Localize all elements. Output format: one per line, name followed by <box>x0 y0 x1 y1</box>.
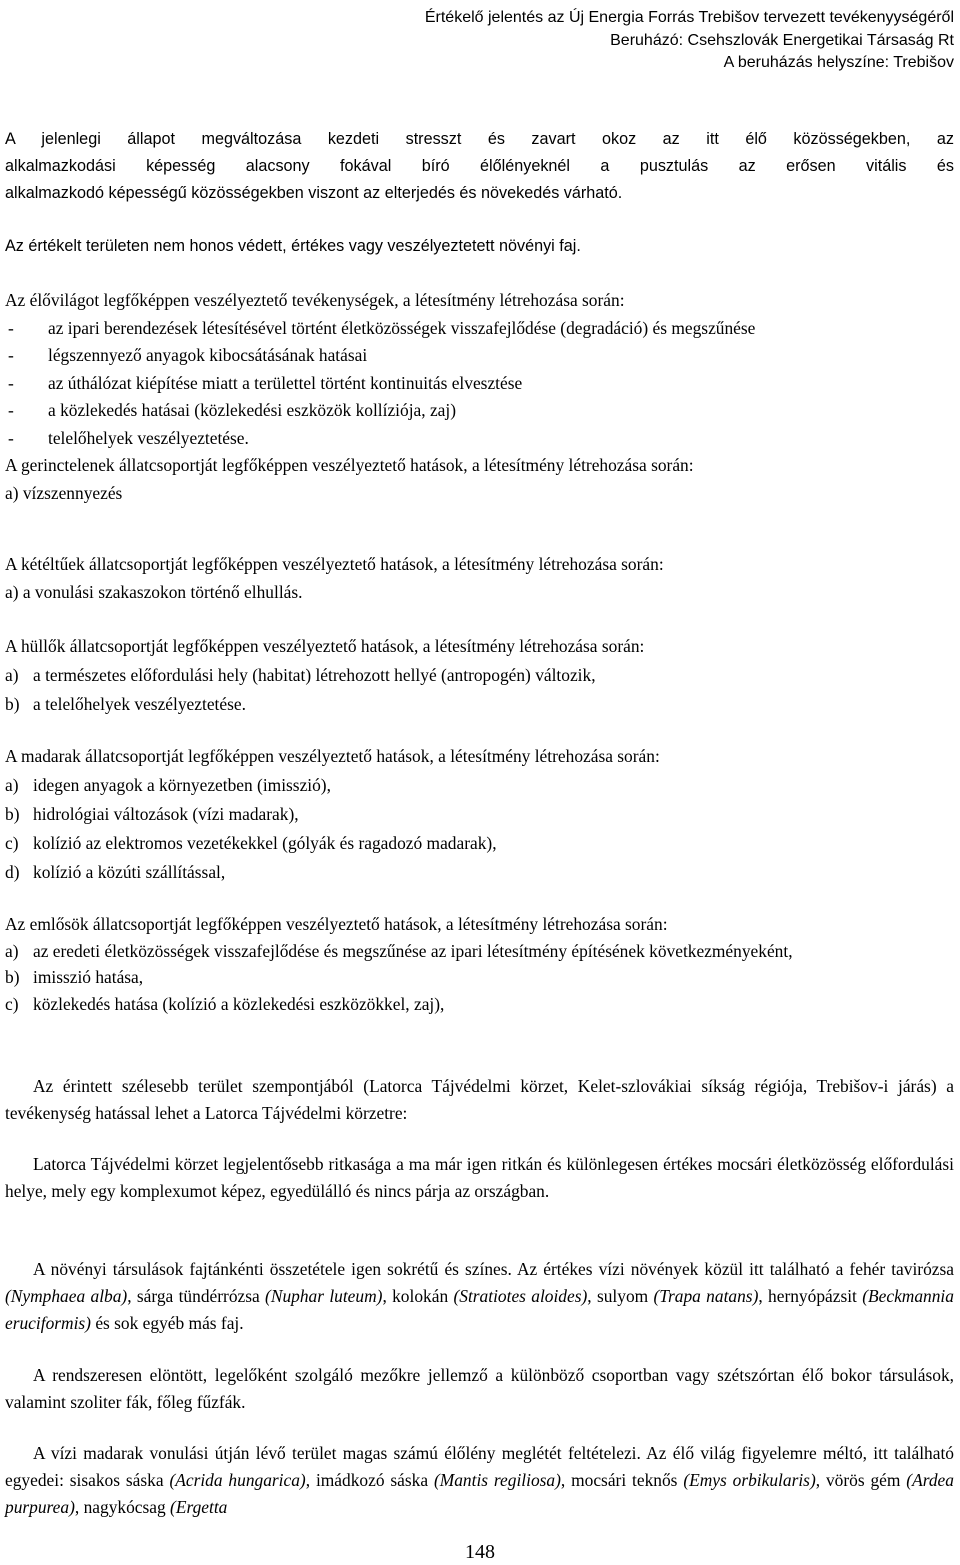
latin-name: (Mantis regiliosa) <box>433 1470 561 1490</box>
header-report-title: Értékelő jelentés az Új Energia Forrás Trebišov tervezett tevékenyységéről <box>424 9 954 26</box>
mammals-item <box>5 964 954 991</box>
list-label: a) <box>5 665 19 685</box>
invertebrates-item-a: a) vízszennyezés <box>5 482 123 503</box>
birds-item-text: idegen anyagok a környezetben (imisszió), <box>33 775 331 795</box>
mammals-item <box>5 991 954 1018</box>
birds-item-text: kolízió az elektromos vezetékekkel (gólyák és ragadozó madarak), <box>33 833 497 853</box>
text-run: , sárga tündérrózsa <box>127 1286 266 1306</box>
birds-item <box>5 858 954 887</box>
list-label: c) <box>5 993 19 1014</box>
birds-item-text: hidrológiai változások (vízi madarak), <box>33 804 299 824</box>
mammals-item-text: közlekedés hatása (kolízió a közlekedési eszközökkel, zaj), <box>33 993 445 1014</box>
list-dash: - <box>8 400 14 420</box>
text-line: A jelenlegi állapot megváltozása kezdeti stresszt és zavart okoz az itt élő közösségekben, az <box>5 130 954 148</box>
text-line: alkalmazkodó képességű közösségekben viszont az elterjedés és növekedés várható. <box>5 184 623 202</box>
birds-item <box>5 771 954 800</box>
amphibians-item-a: a) a vonulási szakaszokon történő elhullás. <box>5 581 303 602</box>
threat-item-text: az úthálózat kiépítése miatt a területtel történt kontinuitás elvesztése <box>48 372 523 393</box>
latin-name: (Stratiotes aloides) <box>453 1286 588 1306</box>
latin-name: (Beckmannia eruciformis) <box>5 1286 954 1333</box>
paragraph-plant-associations <box>5 1256 954 1337</box>
latin-name: (Emys orbikularis) <box>683 1470 816 1490</box>
list-label: c) <box>5 833 19 853</box>
mammals-intro: Az emlősök állatcsoportját legfőképpen veszélyeztető hatások, a létesítmény létrehozása során: <box>5 914 668 934</box>
latin-name: (Acrida hungarica) <box>169 1470 306 1490</box>
latin-name: (Nuphar luteum) <box>265 1286 383 1306</box>
birds-item-text: kolízió a közúti szállítással, <box>33 862 226 882</box>
latin-name: (Trapa natans) <box>653 1286 759 1306</box>
text-run: , kolokán <box>382 1286 454 1306</box>
list-label: b) <box>5 804 20 824</box>
paragraph-no-protected-plants: Az értékelt területen nem honos védett, értékes vagy veszélyeztetett növényi faj. <box>5 237 581 255</box>
reptiles-item <box>5 690 954 719</box>
threat-item-text: telelőhelyek veszélyeztetése. <box>48 427 249 448</box>
paragraph-meadows: A rendszeresen elöntött, legelőként szolgáló mezőkre jellemző a különböző csoportban vagy szétszórtan élő bokor társulások, valamint szoliter fák, főleg fűzfák. <box>5 1365 954 1412</box>
list-label: b) <box>5 967 20 987</box>
text-run: , hernyópázsit <box>758 1286 863 1306</box>
threat-item <box>5 370 954 398</box>
reptiles-item <box>5 661 954 690</box>
latin-name: (Ergetta <box>170 1497 228 1517</box>
list-label: d) <box>5 862 20 882</box>
running-header <box>425 7 954 75</box>
reptiles-intro: A hüllők állatcsoportját legfőképpen veszélyeztető hatások, a létesítmény létrehozása során: <box>5 636 645 656</box>
paragraph-state-change <box>5 126 954 207</box>
threat-item-text: légszennyező anyagok kibocsátásának hatásai <box>48 345 368 365</box>
text-run: , mocsári teknős <box>560 1470 684 1490</box>
text-run: , nagykócsag <box>74 1497 171 1517</box>
threats-intro: Az élővilágot legfőképpen veszélyeztető tevékenységek, a létesítmény létrehozása során: <box>5 290 625 310</box>
list-dash: - <box>8 345 14 365</box>
text-run: A vízi madarak vonulási útján lévő terület magas számú élőlény meglétét feltételezi. Az élő világ figyelemre méltó, itt található egyedei: sisakos sáska <box>5 1443 954 1490</box>
page-number: 148 <box>465 1541 495 1563</box>
threat-item-text: a közlekedés hatásai (közlekedési eszközök kollíziója, zaj) <box>48 400 457 420</box>
reptiles-item-text: a telelőhelyek veszélyeztetése. <box>33 694 246 714</box>
list-dash: - <box>8 317 14 338</box>
threat-item <box>5 397 954 425</box>
list-label: a) <box>5 940 19 961</box>
list-dash: - <box>8 427 14 448</box>
text-run: és sok egyéb más faj. <box>90 1313 244 1333</box>
text-run: , sulyom <box>587 1286 654 1306</box>
paragraph-bird-migration <box>5 1440 954 1521</box>
paragraph-wider-area: Az érintett szélesebb terület szempontjából (Latorca Tájvédelmi körzet, Kelet-szlovákiai síkság régiója, Trebišov-i járás) a tevékenység hatással lehet a Latorca Tájvédelmi körzetre: <box>5 1076 954 1123</box>
list-dash: - <box>8 372 14 393</box>
list-label: b) <box>5 694 20 714</box>
section-amphibians <box>5 551 954 606</box>
threat-item <box>5 425 954 453</box>
text-run: A növényi társulások fajtánkénti összetétele igen sokrétű és színes. Az értékes vízi növények közül itt található a fehér tavirózsa <box>33 1259 954 1279</box>
text-run: , vörös gém <box>815 1470 907 1490</box>
threat-item <box>5 315 954 343</box>
amphibians-intro: A kétéltűek állatcsoportját legfőképpen veszélyeztető hatások, a létesítmény létrehozása során: <box>5 554 664 574</box>
mammals-item-text: az eredeti életközösségek visszafejlődése és megszűnése az ipari létesítmény építésének következményeként, <box>33 940 793 961</box>
section-mammals <box>5 911 954 1017</box>
birds-intro: A madarak állatcsoportját legfőképpen veszélyeztető hatások, a létesítmény létrehozása során: <box>5 746 660 766</box>
text-run: , imádkozó sáska <box>305 1470 434 1490</box>
invertebrates-intro: A gerinctelenek állatcsoportját legfőképpen veszélyeztető hatások, a létesítmény létrehozása során: <box>5 455 694 475</box>
paragraph-latorca: Latorca Tájvédelmi körzet legjelentősebb ritkasága a ma már igen ritkán és különlegesen értékes mocsári életközösség előfordulási helye, mely egy komplexumot képez, egyedülálló és nincs párja az országban. <box>5 1154 954 1201</box>
list-label: a) <box>5 775 19 795</box>
latin-name: (Nymphaea alba) <box>5 1286 128 1306</box>
threat-item <box>5 342 954 370</box>
threat-item-text: az ipari berendezések létesítésével történt életközösségek visszafejlődése (degradáció) és megszűnése <box>48 317 756 338</box>
mammals-item <box>5 938 954 965</box>
section-reptiles <box>5 632 954 719</box>
header-investor: Beruházó: Csehszlovák Energetikai Társaság Rt <box>610 31 954 49</box>
birds-item <box>5 829 954 858</box>
mammals-item-text: imisszió hatása, <box>33 967 144 987</box>
text-line: alkalmazkodási képesség alacsony fokával bíró élőlényeknél a pusztulás az erősen vitális és <box>5 157 954 175</box>
latin-name: (Ardea purpurea) <box>5 1470 954 1517</box>
header-location: A beruházás helyszíne: Trebišov <box>723 54 954 71</box>
birds-item <box>5 800 954 829</box>
reptiles-item-text: a természetes előfordulási hely (habitat) létrehozott hellyé (antropogén) változik, <box>33 665 596 685</box>
section-birds <box>5 742 954 887</box>
section-threats <box>5 287 954 507</box>
